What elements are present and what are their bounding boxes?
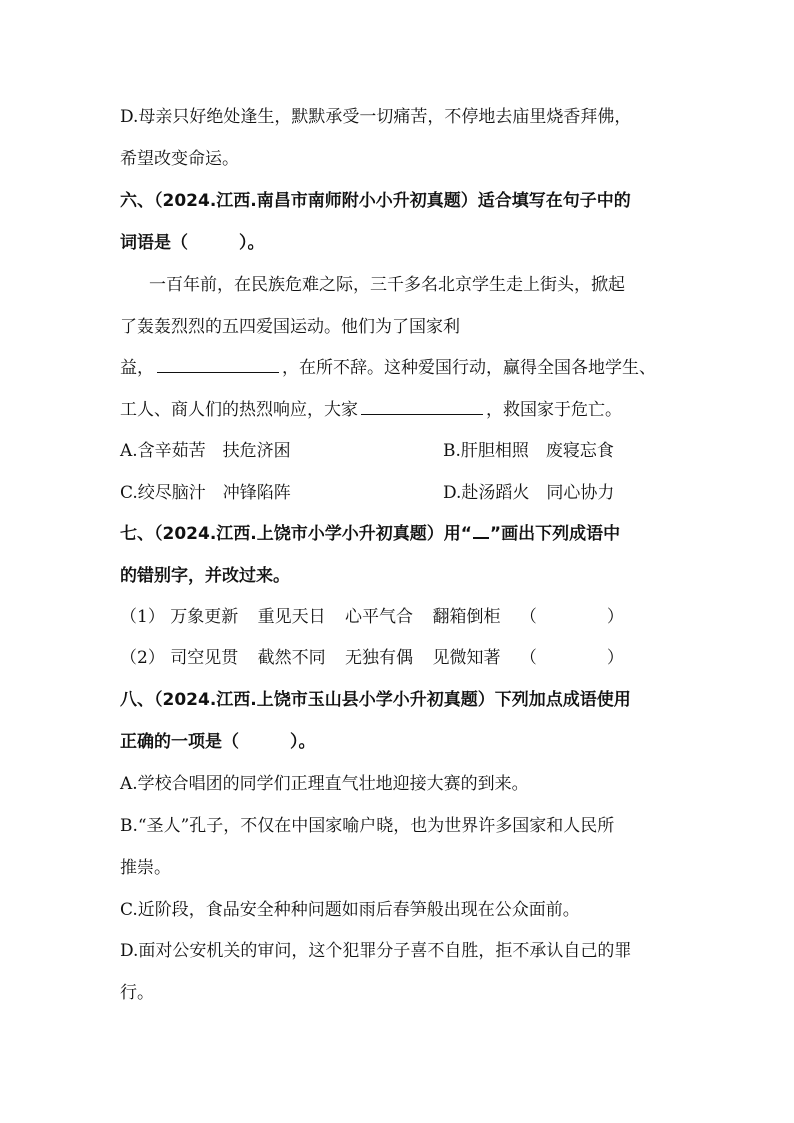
- q6-option-a: A.含辛茹苦 扶危济困: [120, 441, 291, 461]
- underline-mark: [473, 523, 489, 539]
- q7-item2-bracket-open: （: [519, 648, 537, 668]
- q6-passage-line2: 了轰轰烈烈的五四爱国运动。他们为了国家利: [120, 317, 460, 337]
- q7-title-start: 七、（2024.江西.上饶市小学小升初真题）用“: [120, 524, 472, 544]
- q6-passage-line1: 一百年前，在民族危难之际，三千多名北京学生走上街头，掀起: [149, 275, 625, 295]
- q6-passage-line3-start: 益，: [120, 358, 154, 378]
- q7-item2-word-4: 见微知著: [432, 648, 501, 668]
- q7-item-1: [120, 606, 624, 628]
- q8-option-a: A.学校合唱团的同学们正理直气壮地迎接大赛的到来。: [120, 774, 529, 794]
- q8-option-d-line2: 行。: [120, 983, 154, 1003]
- q8-option-b-line1: B.“圣人”孔子，不仅在中国家喻户晓，也为世界许多国家和人民所: [120, 816, 615, 836]
- q6-passage-line3-end: ，在所不辞。这种爱国行动，赢得全国各地学生、: [282, 358, 656, 378]
- q7-title-line2: 的错别字，并改过来。: [120, 566, 290, 586]
- q7-title-end: ”画出下列成语中: [489, 524, 621, 544]
- q6-option-d: D.赴汤蹈火 同心协力: [443, 483, 615, 503]
- q6-passage-line3: [120, 357, 656, 379]
- q7-item2-bracket-close: ）: [606, 648, 624, 668]
- q6-passage-line4-end: ，救国家于危亡。: [486, 400, 622, 420]
- q7-item1-bracket-close: ）: [606, 607, 624, 627]
- q6-blank-1: [157, 357, 279, 373]
- q8-option-c: C.近阶段，食品安全种种问题如雨后春笋般出现在公众面前。: [120, 900, 580, 920]
- q8-title-line2: 正确的一项是（ ）。: [120, 732, 316, 752]
- q7-item-2: [120, 647, 624, 669]
- q7-item1-word-3: 心平气合: [345, 607, 414, 627]
- q6-option-b: B.肝胆相照 废寝忘食: [443, 441, 614, 461]
- q7-item1-word-2: 重见天日: [257, 607, 326, 627]
- q6-blank-2: [361, 399, 483, 415]
- q7-item2-word-3: 无独有偶: [345, 648, 414, 668]
- q8-option-b-line2: 推崇。: [120, 858, 171, 878]
- q6-title-line2: 词语是（ ）。: [120, 233, 265, 253]
- q7-item2-word-1: 司空见贯: [170, 648, 239, 668]
- q6-title-line1: 六、（2024.江西.南昌市南师附小小升初真题）适合填写在句子中的: [120, 191, 631, 211]
- q8-option-d-line1: D.面对公安机关的审问，这个犯罪分子喜不自胜，拒不承认自己的罪: [120, 941, 632, 961]
- q8-title-line1: 八、（2024.江西.上饶市玉山县小学小升初真题）下列加点成语使用: [120, 690, 631, 710]
- q6-passage-line4-start: 工人、商人们的热烈响应，大家: [120, 400, 358, 420]
- q7-item1-number: （1）: [120, 607, 165, 627]
- q7-item1-word-4: 翻箱倒柜: [432, 607, 501, 627]
- q7-item2-number: （2）: [120, 648, 165, 668]
- q7-title-line1: [120, 523, 620, 545]
- q6-passage-line4: [120, 399, 622, 421]
- q7-item1-word-1: 万象更新: [170, 607, 239, 627]
- q7-item1-bracket-open: （: [519, 607, 537, 627]
- q6-option-c: C.绞尽脑汁 冲锋陷阵: [120, 483, 291, 503]
- q5-option-d-line2: 希望改变命运。: [120, 149, 239, 169]
- q5-option-d-line1: D.母亲只好绝处逢生，默默承受一切痛苦，不停地去庙里烧香拜佛，: [120, 107, 632, 127]
- q7-item2-word-2: 截然不同: [257, 648, 326, 668]
